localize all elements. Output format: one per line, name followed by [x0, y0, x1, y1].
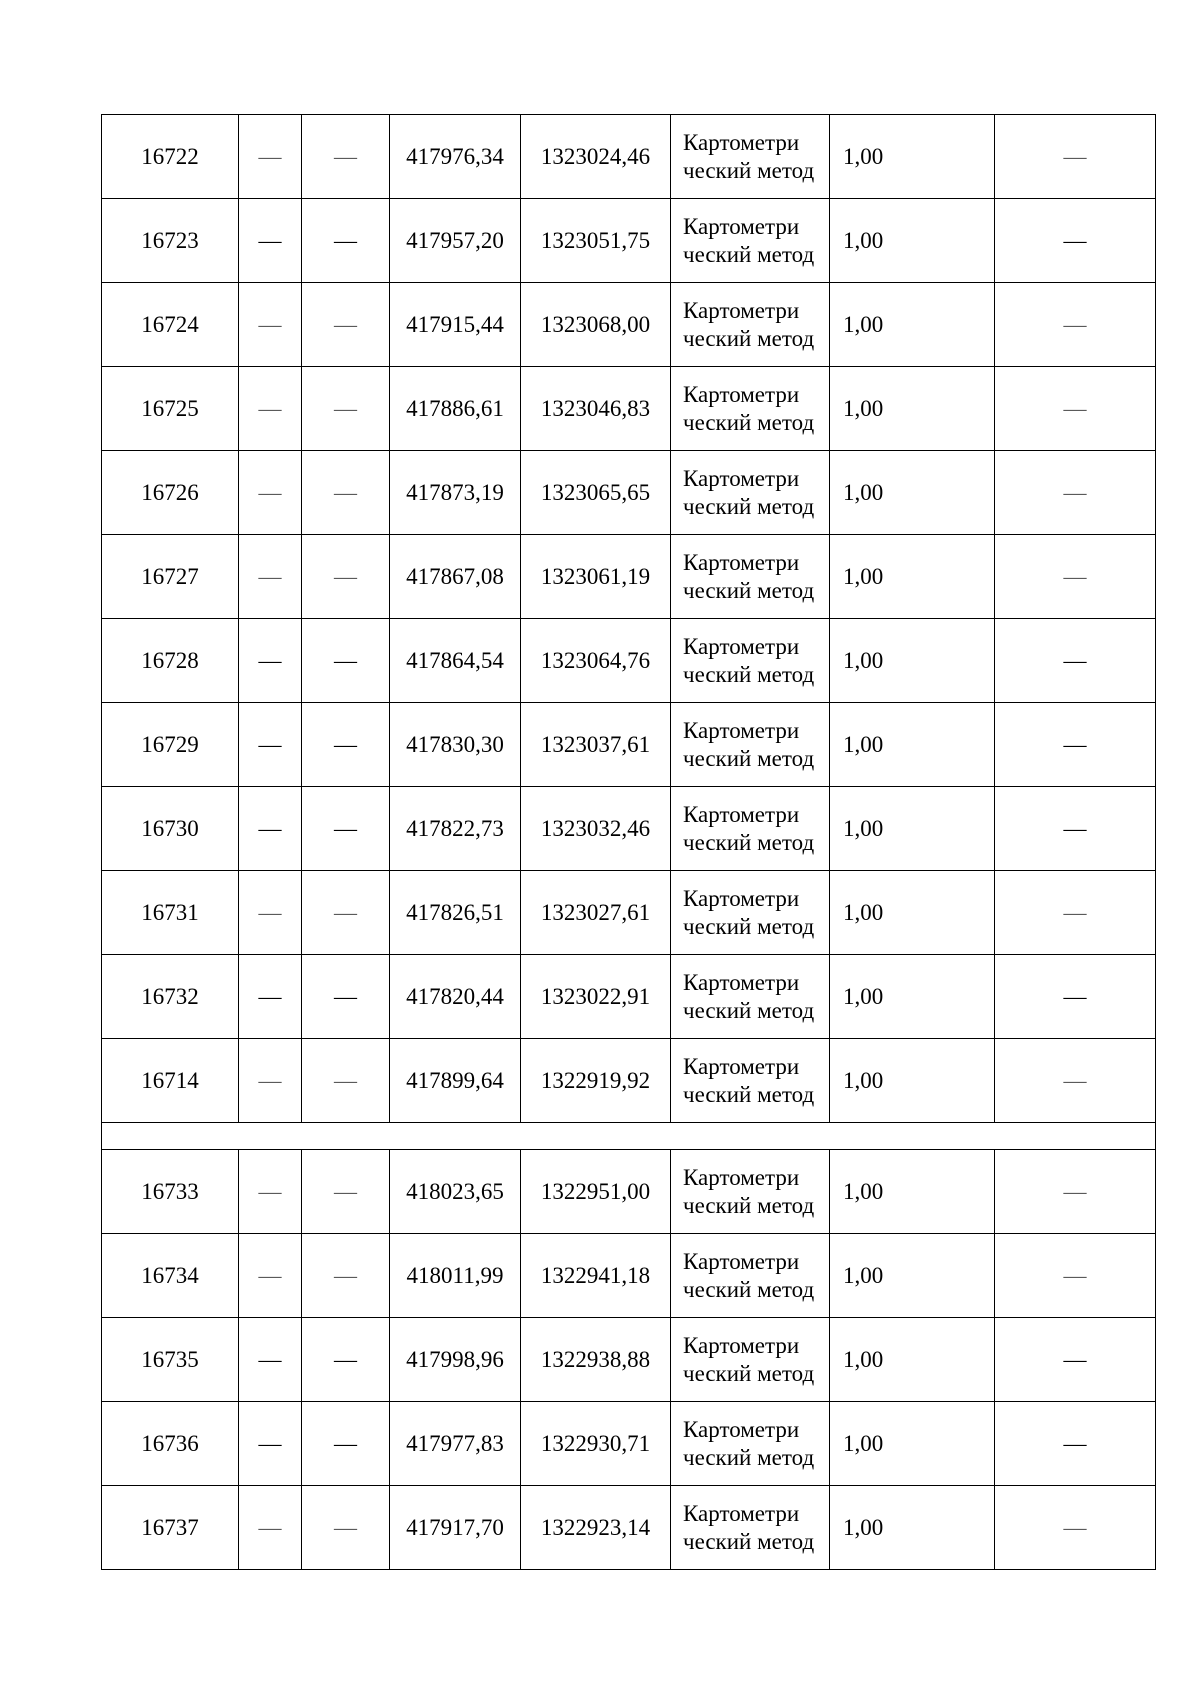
new-y-cell: 1322923,14 [521, 1486, 671, 1570]
old-y-cell [302, 367, 390, 451]
description-cell [995, 1318, 1156, 1402]
empty-value-dash: — [258, 731, 282, 757]
old-y-cell [302, 1039, 390, 1123]
description-cell [995, 1486, 1156, 1570]
old-x-cell [239, 871, 302, 955]
old-x-cell [239, 367, 302, 451]
new-x-cell: 417899,64 [390, 1039, 521, 1123]
point-number-cell: 16724 [102, 283, 239, 367]
empty-value-dash: — [334, 143, 357, 169]
empty-value-dash: — [258, 647, 282, 673]
empty-value-dash: — [334, 1430, 357, 1456]
new-x-cell: 417915,44 [390, 283, 521, 367]
method-cell: Картометри ческий метод [671, 451, 830, 535]
description-cell [995, 1402, 1156, 1486]
old-y-cell [302, 619, 390, 703]
new-y-cell: 1323051,75 [521, 199, 671, 283]
point-number-cell: 16727 [102, 535, 239, 619]
description-cell [995, 1039, 1156, 1123]
empty-value-dash: — [1063, 983, 1087, 1009]
empty-value-dash: — [258, 983, 282, 1009]
old-x-cell [239, 1486, 302, 1570]
old-y-cell [302, 1486, 390, 1570]
new-x-cell: 417830,30 [390, 703, 521, 787]
point-number-cell: 16729 [102, 703, 239, 787]
new-x-cell: 417820,44 [390, 955, 521, 1039]
old-y-cell [302, 1234, 390, 1318]
table-row [102, 367, 1156, 451]
description-cell [995, 367, 1156, 451]
new-x-cell: 417976,34 [390, 115, 521, 199]
table-row [102, 955, 1156, 1039]
point-number-cell: 16728 [102, 619, 239, 703]
coordinates-table-page [101, 114, 1155, 1570]
table-row [102, 1039, 1156, 1123]
new-y-cell: 1322930,71 [521, 1402, 671, 1486]
old-y-cell [302, 703, 390, 787]
table-row [102, 1234, 1156, 1318]
table-row [102, 619, 1156, 703]
old-x-cell [239, 1234, 302, 1318]
empty-value-dash: — [334, 1346, 357, 1372]
description-cell [995, 115, 1156, 199]
method-cell: Картометри ческий метод [671, 703, 830, 787]
empty-value-dash: — [258, 395, 282, 421]
accuracy-cell: 1,00 [830, 199, 995, 283]
accuracy-cell: 1,00 [830, 619, 995, 703]
new-x-cell: 417864,54 [390, 619, 521, 703]
method-cell: Картометри ческий метод [671, 871, 830, 955]
new-y-cell: 1322941,18 [521, 1234, 671, 1318]
point-number-cell: 16732 [102, 955, 239, 1039]
accuracy-cell: 1,00 [830, 367, 995, 451]
old-x-cell [239, 619, 302, 703]
old-y-cell [302, 1402, 390, 1486]
empty-value-dash: — [258, 227, 282, 253]
empty-value-dash: — [1063, 227, 1087, 253]
empty-value-dash: — [1063, 815, 1087, 841]
new-x-cell: 417873,19 [390, 451, 521, 535]
point-number-cell: 16731 [102, 871, 239, 955]
empty-value-dash: — [334, 899, 357, 925]
old-x-cell [239, 1039, 302, 1123]
method-cell: Картометри ческий метод [671, 367, 830, 451]
empty-value-dash: — [334, 311, 357, 337]
old-y-cell [302, 787, 390, 871]
old-y-cell [302, 199, 390, 283]
point-number-cell: 16730 [102, 787, 239, 871]
old-x-cell [239, 955, 302, 1039]
empty-value-dash: — [1063, 647, 1087, 673]
method-cell: Картометри ческий метод [671, 1039, 830, 1123]
empty-value-dash: — [1063, 731, 1087, 757]
coordinates-table [101, 114, 1156, 1570]
empty-value-dash: — [334, 563, 357, 589]
method-cell: Картометри ческий метод [671, 1150, 830, 1234]
old-y-cell [302, 451, 390, 535]
empty-value-dash: — [1063, 1346, 1087, 1372]
new-x-cell: 417998,96 [390, 1318, 521, 1402]
accuracy-cell: 1,00 [830, 1234, 995, 1318]
point-number-cell: 16722 [102, 115, 239, 199]
empty-value-dash: — [258, 1346, 282, 1372]
empty-value-dash: — [1063, 563, 1087, 589]
table-row [102, 1402, 1156, 1486]
accuracy-cell: 1,00 [830, 283, 995, 367]
description-cell [995, 703, 1156, 787]
old-x-cell [239, 1318, 302, 1402]
new-y-cell: 1323022,91 [521, 955, 671, 1039]
old-x-cell [239, 787, 302, 871]
point-number-cell: 16737 [102, 1486, 239, 1570]
method-cell: Картометри ческий метод [671, 1234, 830, 1318]
accuracy-cell: 1,00 [830, 1318, 995, 1402]
table-row [102, 451, 1156, 535]
accuracy-cell: 1,00 [830, 871, 995, 955]
empty-value-dash: — [1063, 899, 1087, 925]
point-number-cell: 16723 [102, 199, 239, 283]
method-cell: Картометри ческий метод [671, 199, 830, 283]
accuracy-cell: 1,00 [830, 955, 995, 1039]
description-cell [995, 1150, 1156, 1234]
old-y-cell [302, 1150, 390, 1234]
old-x-cell [239, 703, 302, 787]
empty-value-dash: — [258, 1067, 282, 1093]
table-row [102, 1150, 1156, 1234]
accuracy-cell: 1,00 [830, 1039, 995, 1123]
new-y-cell: 1322938,88 [521, 1318, 671, 1402]
empty-value-dash: — [334, 647, 357, 673]
new-y-cell: 1323061,19 [521, 535, 671, 619]
method-cell: Картометри ческий метод [671, 283, 830, 367]
accuracy-cell: 1,00 [830, 1402, 995, 1486]
empty-value-dash: — [334, 1514, 357, 1540]
empty-value-dash: — [1063, 1430, 1087, 1456]
description-cell [995, 1234, 1156, 1318]
old-x-cell [239, 115, 302, 199]
empty-value-dash: — [258, 899, 282, 925]
description-cell [995, 451, 1156, 535]
new-y-cell: 1322919,92 [521, 1039, 671, 1123]
empty-value-dash: — [334, 1067, 357, 1093]
table-row [102, 1486, 1156, 1570]
old-y-cell [302, 1318, 390, 1402]
table-row [102, 703, 1156, 787]
method-cell: Картометри ческий метод [671, 955, 830, 1039]
empty-value-dash: — [334, 227, 357, 253]
old-x-cell [239, 535, 302, 619]
table-row [102, 283, 1156, 367]
empty-value-dash: — [1063, 1514, 1087, 1540]
new-y-cell: 1322951,00 [521, 1150, 671, 1234]
empty-value-dash: — [258, 1262, 282, 1288]
method-cell: Картометри ческий метод [671, 115, 830, 199]
accuracy-cell: 1,00 [830, 451, 995, 535]
contour-separator-row [102, 1123, 1156, 1150]
point-number-cell: 16736 [102, 1402, 239, 1486]
new-x-cell: 417977,83 [390, 1402, 521, 1486]
method-cell: Картометри ческий метод [671, 1402, 830, 1486]
empty-value-dash: — [1063, 479, 1087, 505]
description-cell [995, 283, 1156, 367]
point-number-cell: 16735 [102, 1318, 239, 1402]
accuracy-cell: 1,00 [830, 115, 995, 199]
accuracy-cell: 1,00 [830, 1486, 995, 1570]
new-y-cell: 1323046,83 [521, 367, 671, 451]
table-row [102, 535, 1156, 619]
empty-value-dash: — [258, 1430, 282, 1456]
table-row [102, 1318, 1156, 1402]
empty-value-dash: — [334, 395, 357, 421]
point-number-cell: 16734 [102, 1234, 239, 1318]
old-x-cell [239, 451, 302, 535]
empty-value-dash: — [334, 731, 357, 757]
empty-value-dash: — [1063, 311, 1087, 337]
accuracy-cell: 1,00 [830, 535, 995, 619]
table-row [102, 871, 1156, 955]
new-y-cell: 1323027,61 [521, 871, 671, 955]
method-cell: Картометри ческий метод [671, 535, 830, 619]
table-row [102, 115, 1156, 199]
description-cell [995, 787, 1156, 871]
empty-value-dash: — [334, 815, 357, 841]
table-row [102, 199, 1156, 283]
new-x-cell: 417822,73 [390, 787, 521, 871]
accuracy-cell: 1,00 [830, 787, 995, 871]
old-x-cell [239, 1402, 302, 1486]
new-x-cell: 418023,65 [390, 1150, 521, 1234]
accuracy-cell: 1,00 [830, 703, 995, 787]
empty-value-dash: — [1063, 1262, 1087, 1288]
description-cell [995, 955, 1156, 1039]
empty-value-dash: — [334, 1262, 357, 1288]
new-x-cell: 418011,99 [390, 1234, 521, 1318]
new-x-cell: 417826,51 [390, 871, 521, 955]
old-x-cell [239, 199, 302, 283]
old-y-cell [302, 871, 390, 955]
new-y-cell: 1323065,65 [521, 451, 671, 535]
empty-value-dash: — [258, 311, 282, 337]
description-cell [995, 619, 1156, 703]
new-y-cell: 1323024,46 [521, 115, 671, 199]
method-cell: Картометри ческий метод [671, 619, 830, 703]
table-row [102, 787, 1156, 871]
empty-value-dash: — [334, 983, 357, 1009]
empty-value-dash: — [1063, 1067, 1087, 1093]
new-x-cell: 417886,61 [390, 367, 521, 451]
new-y-cell: 1323064,76 [521, 619, 671, 703]
old-x-cell [239, 1150, 302, 1234]
empty-value-dash: — [1063, 143, 1087, 169]
description-cell [995, 199, 1156, 283]
empty-value-dash: — [1063, 1178, 1087, 1204]
method-cell: Картометри ческий метод [671, 1486, 830, 1570]
description-cell [995, 871, 1156, 955]
description-cell [995, 535, 1156, 619]
empty-value-dash: — [258, 479, 282, 505]
new-y-cell: 1323037,61 [521, 703, 671, 787]
empty-value-dash: — [258, 563, 282, 589]
old-y-cell [302, 535, 390, 619]
old-y-cell [302, 955, 390, 1039]
separator-cell [102, 1123, 1156, 1150]
method-cell: Картометри ческий метод [671, 787, 830, 871]
empty-value-dash: — [334, 1178, 357, 1204]
point-number-cell: 16714 [102, 1039, 239, 1123]
empty-value-dash: — [334, 479, 357, 505]
accuracy-cell: 1,00 [830, 1150, 995, 1234]
point-number-cell: 16733 [102, 1150, 239, 1234]
old-x-cell [239, 283, 302, 367]
empty-value-dash: — [258, 815, 282, 841]
table-body [102, 115, 1156, 1570]
empty-value-dash: — [1063, 395, 1087, 421]
method-cell: Картометри ческий метод [671, 1318, 830, 1402]
old-y-cell [302, 115, 390, 199]
new-x-cell: 417917,70 [390, 1486, 521, 1570]
new-y-cell: 1323032,46 [521, 787, 671, 871]
empty-value-dash: — [258, 1514, 282, 1540]
old-y-cell [302, 283, 390, 367]
new-x-cell: 417867,08 [390, 535, 521, 619]
empty-value-dash: — [258, 143, 282, 169]
point-number-cell: 16725 [102, 367, 239, 451]
point-number-cell: 16726 [102, 451, 239, 535]
new-x-cell: 417957,20 [390, 199, 521, 283]
new-y-cell: 1323068,00 [521, 283, 671, 367]
empty-value-dash: — [258, 1178, 282, 1204]
